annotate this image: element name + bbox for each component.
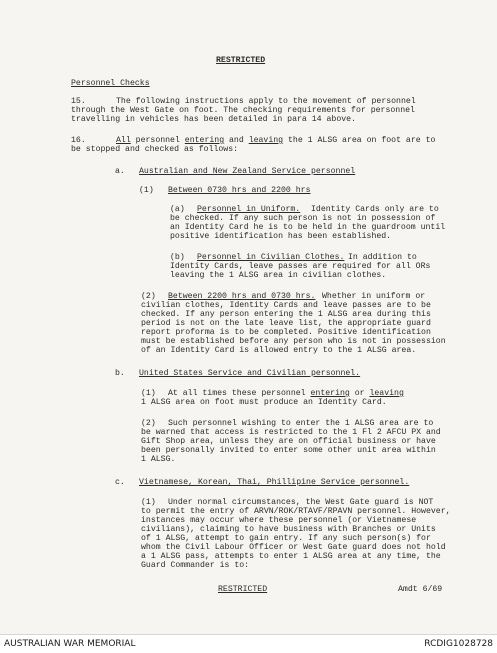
classification-header: RESTRICTED bbox=[216, 56, 266, 65]
item-c1-line: Under normal circumstances, the West Gate guard is NOT bbox=[168, 498, 434, 507]
item-c1-line: instances may occur where these personnel (or Vietnamese bbox=[141, 516, 417, 525]
item-a2-heading: Between 2200 hrs and 0730 hrs. bbox=[168, 292, 316, 301]
item-a1a-heading: Personnel in Uniform. bbox=[197, 205, 301, 214]
item-b2-line: Such personnel wishing to enter the 1 ALSG area are to bbox=[168, 419, 434, 428]
para-16-line: All personnel entering and leaving the 1 ALSG area on foot are to bbox=[116, 136, 436, 145]
para-15-number: 15. bbox=[71, 97, 86, 106]
item-a2-line: Whether in uniform or bbox=[322, 292, 426, 301]
item-b2-line: 1 ALSG. bbox=[141, 455, 176, 464]
item-c1-line: civilians), claiming to have business with Branches or Units bbox=[141, 525, 436, 534]
item-b2-line: be warned that access is restricted to the 1 Fl 2 AFCU PX and bbox=[141, 428, 441, 437]
item-a1b-line: In addition to bbox=[348, 253, 417, 262]
item-a1b-heading: Personnel in Civilian Clothes. bbox=[197, 253, 345, 262]
item-a2-line: must be established before any person who is not in possession bbox=[141, 337, 446, 346]
item-a-marker: a. bbox=[115, 167, 125, 176]
item-a2-line: of an Identity Card is allowed entry to the 1 ALSG area. bbox=[141, 346, 417, 355]
item-a2-line: civilian clothes, Identity Cards and leave passes are to be bbox=[141, 301, 431, 310]
item-b1-line: At all times these personnel entering or leaving bbox=[168, 389, 404, 398]
item-a2-line: period is not on the late leave list, the appropriate guard bbox=[141, 319, 431, 328]
archive-institution: AUSTRALIAN WAR MEMORIAL bbox=[4, 639, 136, 649]
item-b2-line: been personally invited to enter some other unit area within bbox=[141, 446, 436, 455]
item-a2-marker: (2) bbox=[141, 292, 156, 301]
item-a2-line: checked. If any person entering the 1 ALSG area during this bbox=[141, 310, 431, 319]
item-b2-line: Gift Shop area, unless they are on official business or have bbox=[141, 437, 436, 446]
item-a1b-line: leaving the 1 ALSG area in civilian clothes. bbox=[170, 271, 387, 280]
item-a1a-line: an Identity Card he is to be held in the guardroom until bbox=[170, 223, 446, 232]
item-a1-marker: (1) bbox=[139, 186, 154, 195]
item-a1-heading: Between 0730 hrs and 2200 hrs bbox=[168, 186, 311, 195]
item-c-marker: c. bbox=[115, 478, 125, 487]
item-c-heading: Vietnamese, Korean, Thai, Phillipine Service personnel. bbox=[139, 478, 410, 487]
para-15-line: through the West Gate on foot. The checking requirements for personnel bbox=[71, 106, 415, 115]
amendment-number: Amdt 6/69 bbox=[398, 585, 443, 594]
item-a1a-marker: (a) bbox=[170, 205, 185, 214]
classification-footer: RESTRICTED bbox=[218, 585, 268, 594]
para-15-line: The following instructions apply to the movement of personnel bbox=[116, 97, 416, 106]
item-c1-marker: (1) bbox=[141, 498, 156, 507]
item-a-heading: Australian and New Zealand Service personnel bbox=[139, 167, 356, 176]
item-c1-line: to permit the entry of ARVN/ROK/RTAVF/RPAVN personnel. However, bbox=[141, 507, 451, 516]
item-b2-marker: (2) bbox=[141, 419, 156, 428]
para-15-line: travelling in vehicles has been detailed in para 14 above. bbox=[71, 115, 356, 124]
item-b-marker: b. bbox=[115, 369, 125, 378]
item-c1-line: of 1 ALSG, attempt to gain entry. If any such person(s) for bbox=[141, 534, 431, 543]
item-c1-line: a 1 ALSG pass, attempts to enter 1 ALSG area at any time, the bbox=[141, 552, 441, 561]
item-a1b-marker: (b) bbox=[170, 253, 185, 262]
para-16-line: be stopped and checked as follows: bbox=[71, 145, 239, 154]
item-a1a-line: be checked. If any such person is not in possession of bbox=[170, 214, 436, 223]
item-c1-line: Guard Commander is to: bbox=[141, 561, 250, 570]
archive-reference: RCDIG1028728 bbox=[424, 639, 493, 649]
item-b1-line: 1 ALSG area on foot must produce an Identity Card. bbox=[141, 398, 387, 407]
item-a1b-line: Identity Cards, leave passes are required for all ORs bbox=[170, 262, 431, 271]
item-a1a-line: positive identification has been established. bbox=[170, 232, 392, 241]
item-b-heading: United States Service and Civilian personnel. bbox=[139, 369, 361, 378]
item-b1-marker: (1) bbox=[141, 389, 156, 398]
section-heading: Personnel Checks bbox=[71, 79, 150, 88]
para-16-number: 16. bbox=[71, 136, 86, 145]
item-a1a-line: Identity Cards only are to bbox=[311, 205, 439, 214]
item-a2-line: report proforma is to be completed. Positive identification bbox=[141, 328, 431, 337]
item-c1-line: whom the Civil Labour Officer or West Gate guard does not hold bbox=[141, 543, 446, 552]
